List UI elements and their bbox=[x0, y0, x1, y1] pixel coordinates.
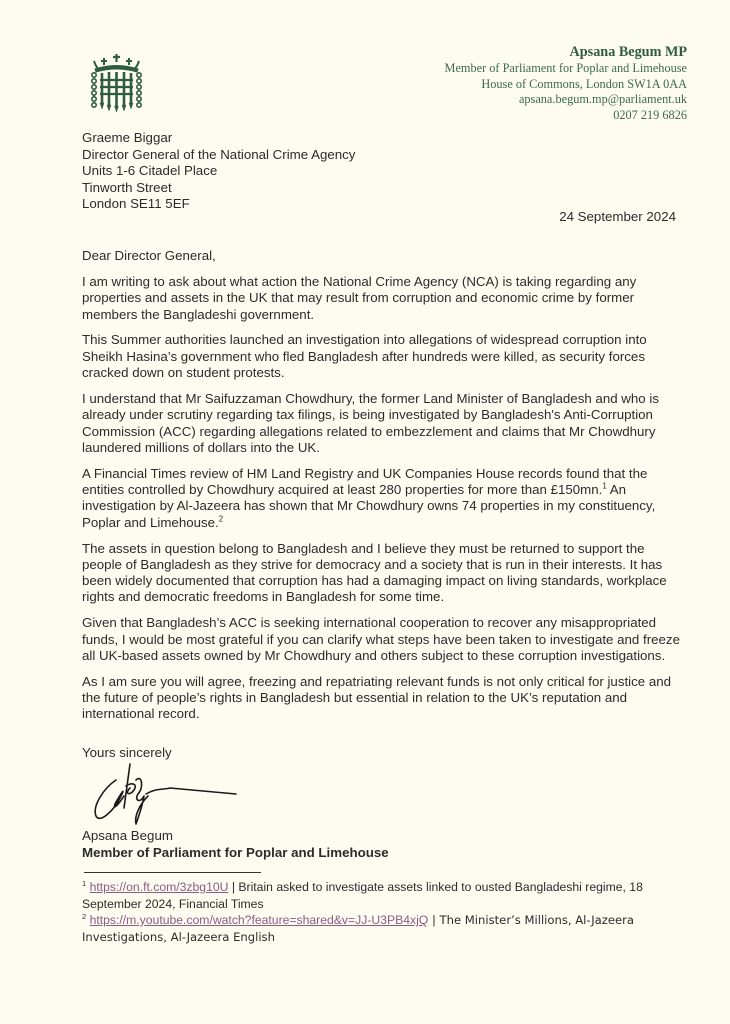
recipient-address-line: Tinworth Street bbox=[82, 179, 172, 195]
footnote-2 bbox=[82, 912, 682, 945]
footnote-divider bbox=[84, 872, 261, 873]
paragraph-text: An investigation by Al-Jazeera has shown that Mr Chowdhury owns 74 properties in my constituency, Poplar and Limehouse. bbox=[82, 482, 656, 530]
signer-block bbox=[82, 827, 389, 861]
salutation: Dear Director General, bbox=[82, 248, 216, 263]
footnote-text: | Britain asked to investigate assets linked to ousted Bangladeshi regime, 18 September 2024, Financial Times bbox=[82, 880, 643, 911]
mp-address: House of Commons, London SW1A 0AA bbox=[481, 76, 687, 91]
mp-role: Member of Parliament for Poplar and Limehouse bbox=[444, 61, 687, 75]
recipient-address bbox=[82, 130, 355, 213]
signer-name: Apsana Begum bbox=[82, 828, 173, 843]
paragraph: I am writing to ask about what action the National Crime Agency (NCA) is taking regarding any properties and assets in the UK that may result from corruption and economic crime by former members the Bangladeshi government. bbox=[82, 274, 637, 322]
paragraph: I understand that Mr Saifuzzaman Chowdhury, the former Land Minister of Bangladesh and who is already under scrutiny regarding tax filings, is being investigated by Bangladesh's Anti-Corruption Commission (ACC) regarding allegations related to embezzlement and claims that Mr Chowdhury laundered millions of dollars into the UK. bbox=[82, 390, 659, 455]
footnote-ref[interactable]: 1 bbox=[602, 481, 607, 491]
letterhead bbox=[445, 43, 687, 123]
recipient-address-line: Units 1-6 Citadel Place bbox=[82, 163, 218, 179]
recipient-address-line: London SE11 5EF bbox=[82, 196, 190, 212]
footnote-ref[interactable]: 2 bbox=[218, 514, 224, 524]
paragraph-text: A Financial Times review of HM Land Registry and UK Companies House records found that the entities controlled by Chowdhury acquired at least 280 properties for more than £150mn. bbox=[82, 465, 648, 498]
recipient-title: Director General of the National Crime Agency bbox=[82, 146, 356, 162]
mp-phone: 0207 219 6826 bbox=[613, 107, 687, 122]
footnotes bbox=[82, 879, 682, 945]
letter-date: 24 September 2024 bbox=[559, 209, 676, 224]
signer-title: Member of Parliament for Poplar and Limehouse bbox=[82, 845, 389, 860]
mp-email[interactable]: apsana.begum.mp@parliament.uk bbox=[518, 92, 687, 106]
paragraph: The assets in question belong to Bangladesh and I believe they must be returned to support the people of Bangladesh as they strive for democracy and a society that is run in their interests. It has been widely documented that corruption has had a damaging impact on living standards, workplace rights and democratic freedoms in Bangladesh for some time. bbox=[82, 540, 667, 605]
footnote-link[interactable]: https://m.youtube.com/watch?feature=shared&v=JJ-U3PB4xjQ bbox=[89, 913, 429, 927]
portcullis-icon bbox=[89, 52, 144, 114]
mp-name: Apsana Begum MP bbox=[569, 44, 687, 60]
recipient-name: Graeme Biggar bbox=[82, 130, 173, 145]
footnote-number: 2 bbox=[82, 911, 87, 921]
letter-body bbox=[82, 274, 682, 732]
footnote-1 bbox=[82, 879, 682, 912]
paragraph: Given that Bangladesh’s ACC is seeking international cooperation to recover any misappropriated funds, I would be most grateful if you can clarify what steps have been taken to investigate and freeze all UK-based assets owned by Mr Chowdhury and others subject to these corruption investigations. bbox=[82, 615, 680, 663]
closing: Yours sincerely bbox=[82, 745, 172, 760]
signature bbox=[86, 758, 246, 828]
footnote-link[interactable]: https://on.ft.com/3zbg10U bbox=[89, 880, 229, 894]
footnote-number: 1 bbox=[82, 878, 87, 888]
paragraph: As I am sure you will agree, freezing and repatriating relevant funds is not only critical for justice and the future of people’s rights in Bangladesh but essential in relation to the UK’s reputation and international record. bbox=[82, 673, 672, 722]
paragraph: This Summer authorities launched an investigation into allegations of widespread corruption into Sheikh Hasina’s government who fled Bangladesh after hundreds were killed, as security forces cracked down on student protests. bbox=[82, 332, 647, 381]
footnote-text: | The Minister’s Millions, Al-Jazeera Investigations, Al-Jazeera English bbox=[82, 913, 634, 944]
paragraph bbox=[82, 466, 682, 531]
